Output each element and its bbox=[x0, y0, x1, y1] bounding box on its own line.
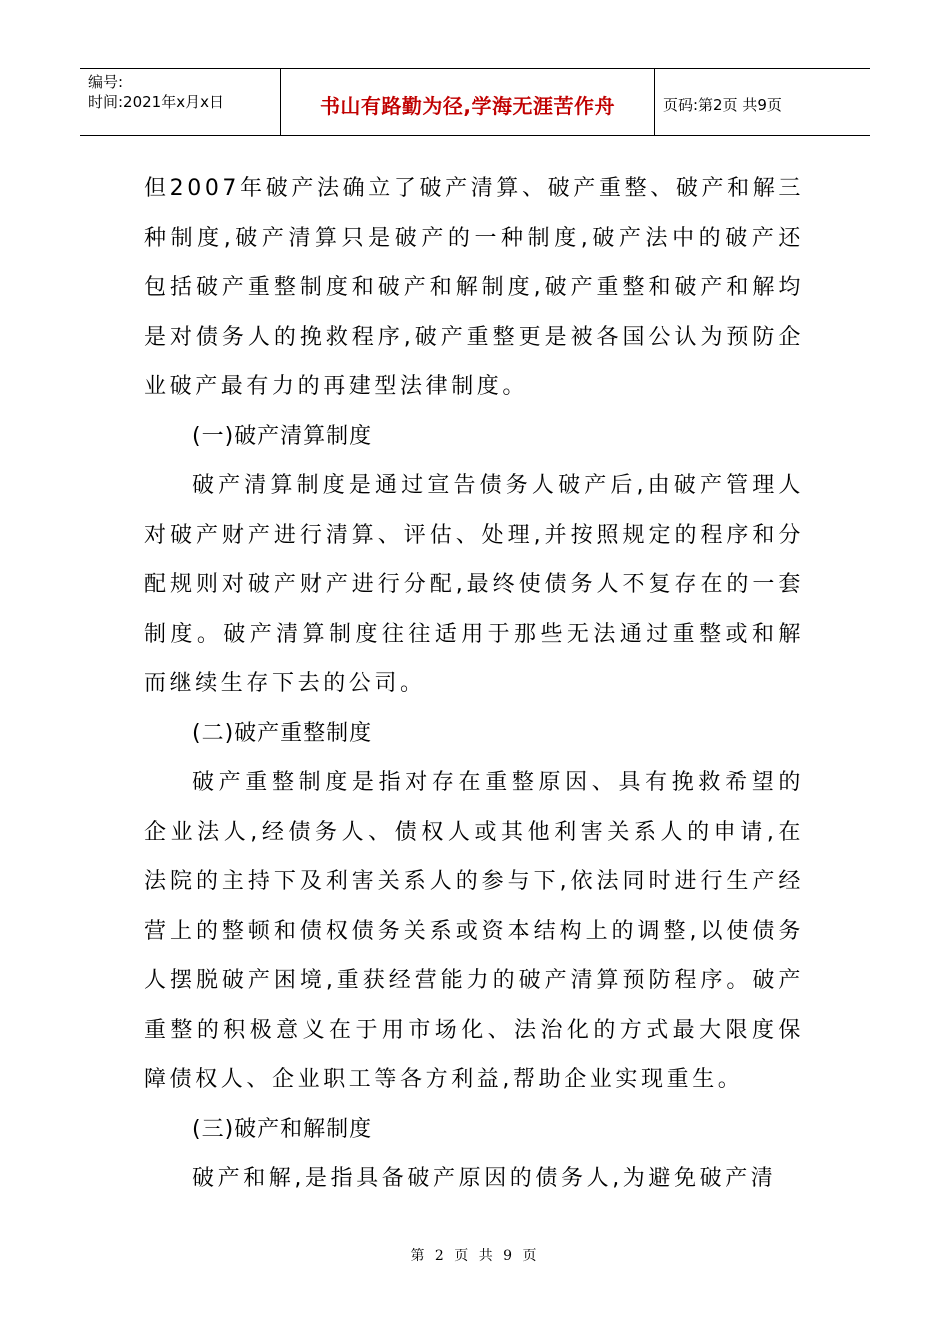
document-number-label: 编号: bbox=[88, 73, 124, 91]
paragraph-settlement: 破产和解,是指具备破产原因的债务人,为避免破产清 bbox=[192, 1166, 777, 1191]
page-header bbox=[80, 68, 870, 136]
header-meta-cell bbox=[80, 69, 281, 135]
header-page-cell bbox=[655, 69, 870, 135]
section-heading-liquidation: (一)破产清算制度 bbox=[192, 423, 373, 449]
paragraph-liquidation: 破产清算制度是通过宣告债务人破产后,由破产管理人对破产财产进行清算、评估、处理,并按照规定的程序和分配规则对破产财产进行分配,最终使债务人不复存在的一套制度。破产清算制度往往适用于那些无法通过重整或和解而继续生存下去的公司。 bbox=[144, 473, 804, 696]
paragraph-reorganization: 破产重整制度是指对存在重整原因、具有挽救希望的企业法人,经债务人、债权人或其他利害关系人的申请,在法院的主持下及利害关系人的参与下,依法同时进行生产经营上的整顿和债权债务关系或资本结构上的调整,以使债务人摆脱破产困境,重获经营能力的破产清算预防程序。破产重整的积极意义在于用市场化、法治化的方式最大限度保障债权人、企业职工等各方利益,帮助企业实现重生。 bbox=[144, 770, 804, 1092]
header-motto: 书山有路勤为径,学海无涯苦作舟 bbox=[319, 93, 616, 118]
paragraph-continuation: 但2007年破产法确立了破产清算、破产重整、破产和解三种制度,破产清算只是破产的一种制度,破产法中的破产还包括破产重整制度和破产和解制度,破产重整和破产和解均是对债务人的挽救程序,破产重整更是被各国公认为预防企业破产最有力的再建型法律制度。 bbox=[144, 176, 804, 399]
document-body bbox=[144, 164, 804, 1204]
section-heading-reorganization: (二)破产重整制度 bbox=[192, 720, 373, 746]
header-motto-cell bbox=[281, 69, 655, 135]
page-footer: 第 2 页 共 9 页 bbox=[410, 1248, 540, 1264]
section-heading-settlement: (三)破产和解制度 bbox=[192, 1116, 373, 1142]
header-page-code: 页码:第2页 共9页 bbox=[663, 95, 782, 114]
document-time-label: 时间:2021年x月x日 bbox=[88, 93, 224, 111]
